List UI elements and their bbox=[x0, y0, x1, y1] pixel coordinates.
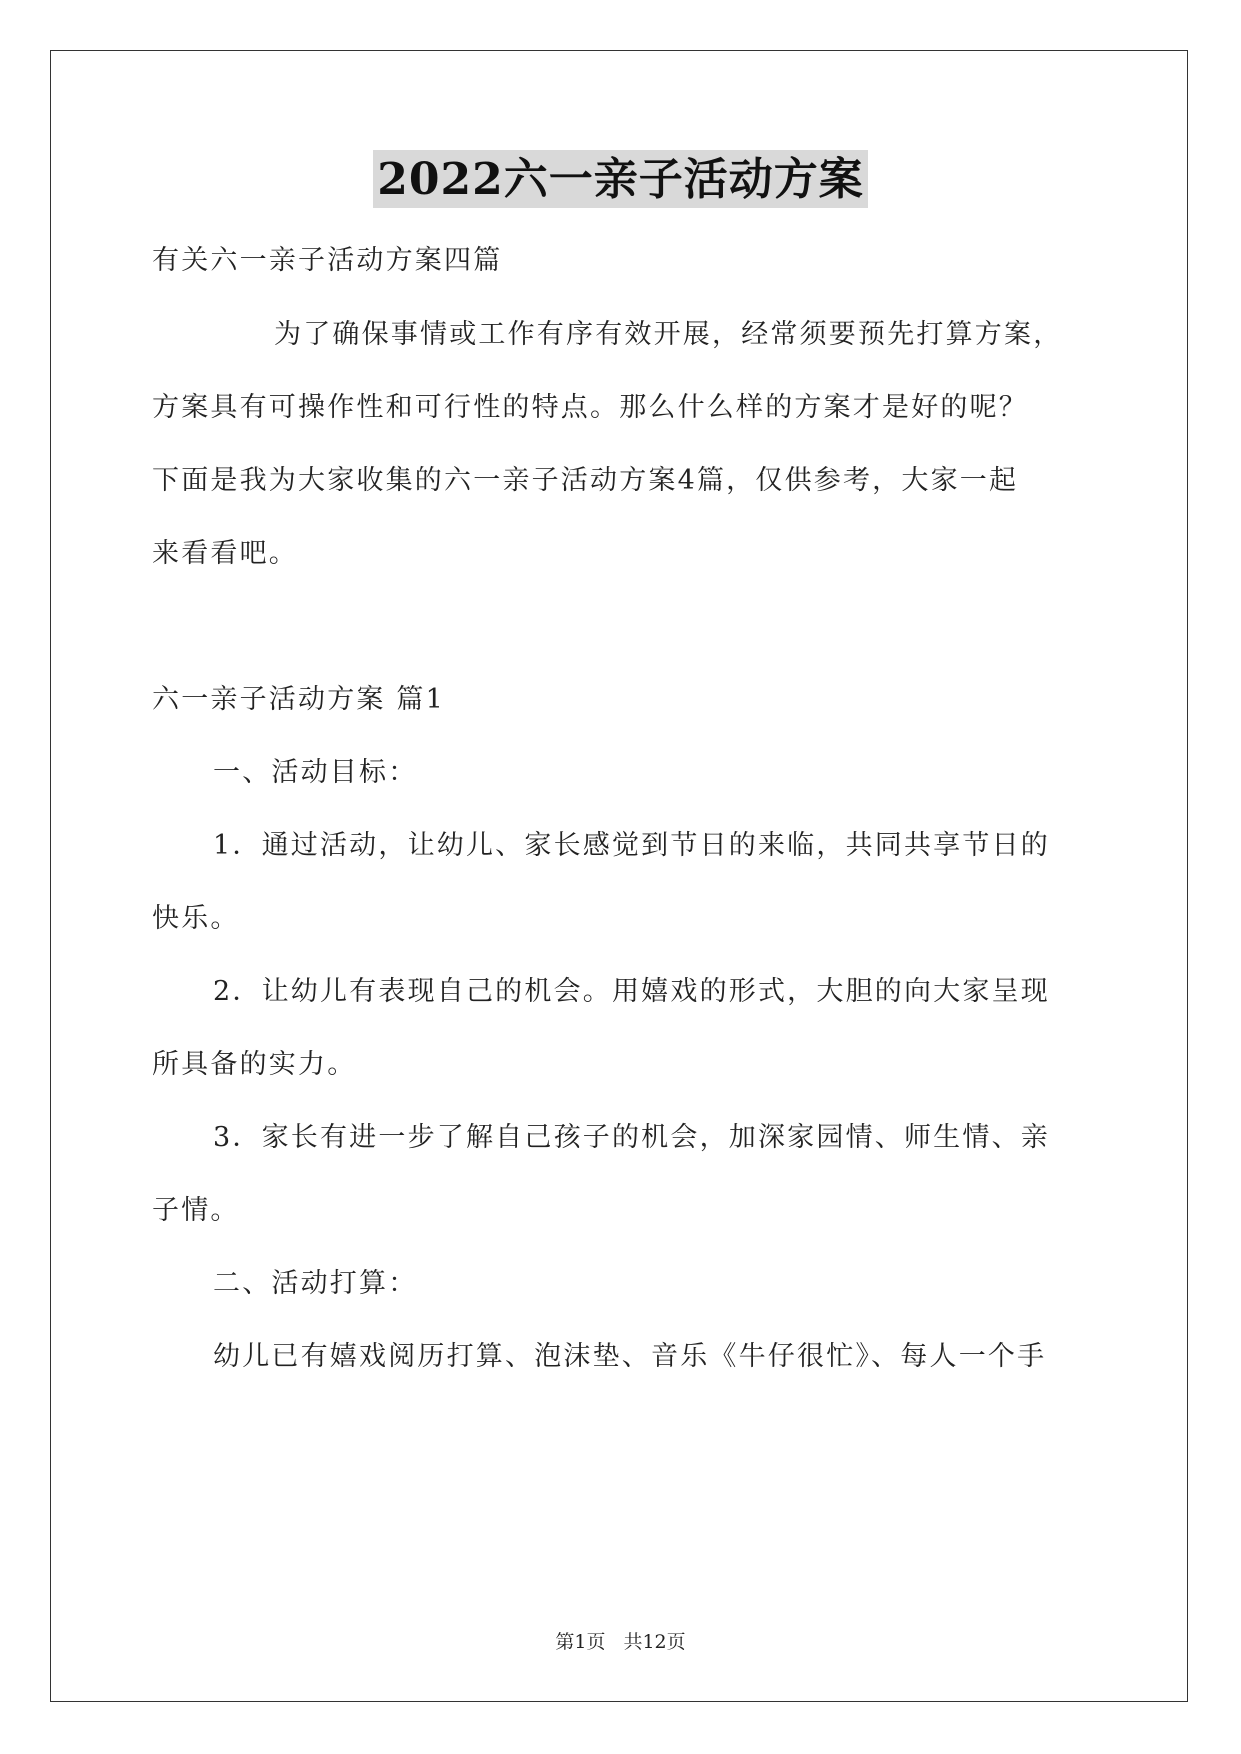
goal-1-line-1: 1．通过活动，让幼儿、家长感觉到节日的来临，共同共享节日的 bbox=[213, 830, 1050, 861]
page-border bbox=[50, 50, 1188, 1702]
page-footer bbox=[0, 1627, 1241, 1654]
prep-heading: 二、活动打算： bbox=[213, 1268, 418, 1299]
goal-1-line-2: 快乐。 bbox=[152, 903, 240, 934]
intro-line-3: 下面是我为大家收集的六一亲子活动方案4篇，仅供参考，大家一起 bbox=[152, 465, 1019, 496]
document-title bbox=[0, 150, 1241, 208]
page-total: 共12页 bbox=[623, 1631, 686, 1653]
prep-line-1: 幼儿已有嬉戏阅历打算、泡沫垫、音乐《牛仔很忙》、每人一个手 bbox=[213, 1341, 1047, 1372]
intro-line-1: 为了确保事情或工作有序有效开展，经常须要预先打算方案， bbox=[274, 319, 1063, 350]
goal-2-line-2: 所具备的实力。 bbox=[152, 1049, 357, 1080]
goal-3-line-2: 子情。 bbox=[152, 1195, 240, 1226]
intro-line-4: 来看看吧。 bbox=[152, 538, 298, 569]
subtitle-line: 有关六一亲子活动方案四篇 bbox=[152, 245, 503, 276]
document-title-text: 2022六一亲子活动方案 bbox=[373, 150, 867, 208]
goal-2-line-1: 2．让幼儿有表现自己的机会。用嬉戏的形式，大胆的向大家呈现 bbox=[213, 976, 1050, 1007]
section-heading: 六一亲子活动方案 篇1 bbox=[152, 684, 445, 715]
goal-3-line-1: 3．家长有进一步了解自己孩子的机会，加深家园情、师生情、亲 bbox=[213, 1122, 1050, 1153]
goal-heading: 一、活动目标： bbox=[213, 757, 418, 788]
page-number: 第1页 bbox=[555, 1631, 606, 1653]
intro-line-2: 方案具有可操作性和可行性的特点。那么什么样的方案才是好的呢？ bbox=[152, 392, 1028, 423]
